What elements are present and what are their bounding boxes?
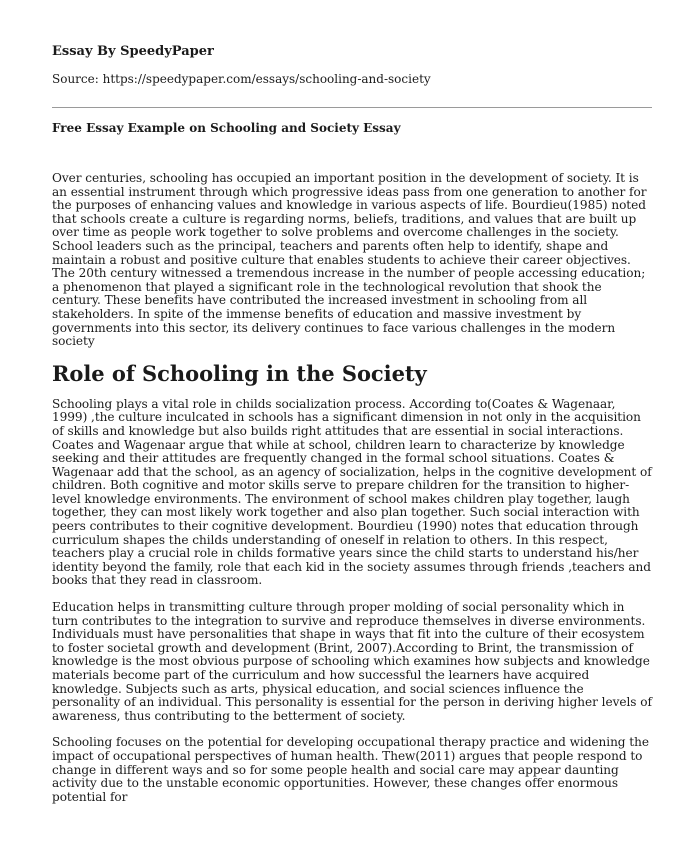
body-paragraph-1: Schooling plays a vital role in childs socialization process. According to(Coates & Wagenaar, 1999) ,the culture inculcated in schools has a significant dimension in not only in the acquisition of skills and knowledge but also builds right attitudes that are essential in social interactions. Coates and Wagenaar argue that while at school, children learn to characterize by knowledge seeking and their attitudes are frequently changed in the formal school situations. Coates & Wagenaar add that the school, as an agency of socialization, helps in the cognitive development of children. Both cognitive and motor skills serve to prepare children for the transition to higher-level knowledge environments. The environment of school makes children play together, laugh together, they can most likely work together and also plan together. Such social interaction with peers contributes to their cognitive development. Bourdieu (1990) notes that education through curriculum shapes the childs understanding of oneself in relation to others. In this respect, teachers play a crucial role in childs formative years since the child starts to understand his/her identity beyond the family, role that each kid in the society assumes through friends ,teachers and books that they read in classroom. [52, 396, 652, 588]
essay-body [52, 172, 652, 817]
essay-title: Free Essay Example on Schooling and Society Essay [52, 121, 401, 135]
body-paragraph-3: Schooling focuses on the potential for developing occupational therapy practice and widening the impact of occupational perspectives of human health. Thew(2011) argues that people respond to change in different ways and so for some people health and social care may appear daunting activity due to the unstable economic opportunities. However, these changes offer enormous potential for [52, 735, 649, 804]
brand-title: Essay By SpeedyPaper [52, 44, 214, 59]
body-paragraph-2: Education helps in transmitting culture through proper molding of social personality which in turn contributes to the integration to survive and reproduce themselves in diverse environments. Individuals must have personalities that shape in ways that fit into the culture of their ecosystem to foster societal growth and development (Brint, 2007).According to Brint, the transmission of knowledge is the most obvious purpose of schooling which examines how subjects and knowledge materials become part of the curriculum and how successful the learners have acquired knowledge. Subjects such as arts, physical education, and social sciences influence the personality of an individual. This personality is essential for the person in deriving higher levels of awareness, thus contributing to the betterment of society. [52, 600, 652, 723]
intro-paragraph: Over centuries, schooling has occupied an important position in the development of society. It is an essential instrument through which progressive ideas pass from one generation to another for the purposes of enhancing values and knowledge in various aspects of life. Bourdieu(1985) noted that schools create a culture is regarding norms, beliefs, traditions, and values that are built up over time as people work together to solve problems and overcome challenges in the society. School leaders such as the principal, teachers and parents often help to identify, shape and maintain a robust and positive culture that enables students to achieve their career objectives. The 20th century witnessed a tremendous increase in the number of people accessing education; a phenomenon that played a significant role in the technological revolution that shook the century. These benefits have contributed the increased investment in schooling from all stakeholders. In spite of the immense benefits of education and massive investment by governments into this sector, its delivery continues to face various challenges in the modern society [52, 171, 647, 349]
header-divider [52, 107, 652, 108]
section-heading: Role of Schooling in the Society [52, 360, 427, 386]
source-line: Source: https://speedypaper.com/essays/schooling-and-society [52, 72, 431, 86]
